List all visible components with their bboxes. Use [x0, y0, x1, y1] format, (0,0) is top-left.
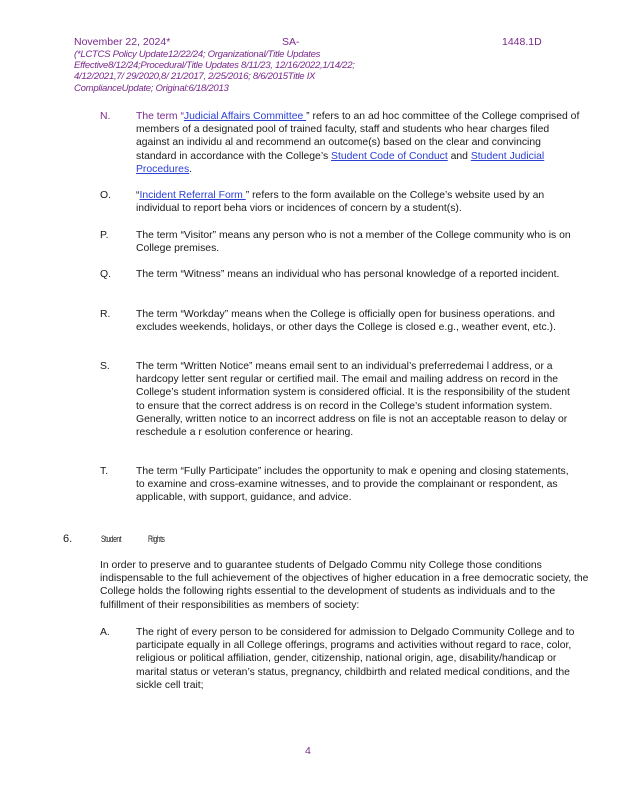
definition-q — [100, 268, 580, 281]
definition-body: ” refers to the form available on the College’s website used by an individual to report beha viors or incidences of concern by a student(s). — [136, 190, 545, 215]
definition-text: The term “Fully Participate” includes the opportunity to mak e opening and closing statements, to examine and cross-examine witnesses, and to provide the complainant or respondent, as applicable, with support, guidance, and advice. — [136, 466, 569, 504]
right-letter: A. — [100, 627, 110, 638]
section-title-word: Rights — [148, 534, 165, 544]
definition-prefix: “ — [136, 190, 140, 201]
definition-letter: R. — [100, 309, 111, 320]
policy-number: 1448.1D — [502, 36, 542, 48]
judicial-affairs-committee-link[interactable]: Judicial Affairs Committee — [183, 111, 307, 122]
definition-mid: and — [447, 150, 471, 162]
definition-r — [100, 308, 580, 334]
definition-prefix: The term “ — [136, 111, 184, 122]
student-code-of-conduct-link[interactable]: Student Code of Conduct — [331, 150, 448, 162]
definition-letter: T. — [100, 466, 109, 477]
definition-text — [136, 110, 580, 176]
definition-t — [100, 465, 580, 505]
section-number: 6. — [63, 533, 73, 545]
definition-text: The term “Witness” means an individual who has personal knowledge of a reported incident. — [136, 269, 560, 280]
header-line — [74, 36, 574, 49]
definition-text: The term “Written Notice” means email sent to an individual’s preferredemai l address, or a hardcopy letter sent regular or certified mail. The email and mailing address on record in the College’s student information system is considered official. It is the responsibility of the student to ensure that the correct address is on record in the College’s student information system. Generally, written notice to an incorrect address on file is not an acceptable reason to delay or reschedule a r esolution conference or hearing. — [136, 361, 570, 439]
definition-o — [100, 189, 580, 215]
policy-prefix: SA- — [282, 36, 300, 48]
section-intro: In order to preserve and to guarantee students of Delgado Commu nity College those conditions indispensable to the full achievement of the objectives of higher education in a free democratic society, the College holds the following rights essential to the development of students as individuals and to the fulfillment of their responsibilities as members of society: — [100, 560, 589, 611]
definition-suffix: . — [189, 163, 193, 175]
definition-letter: Q. — [100, 269, 111, 280]
definition-letter: P. — [100, 230, 109, 241]
policy-updates-note: (*LCTCS Policy Update12/22/24; Organizational/Title Updates Effective8/12/24;Procedural/Title Updates 8/11/23, 12/16/2022,1/14/22; 4/12/2021,7/ 29/2020,8/ 21/2017, 2/25/2016; 8/6/2015Title IX ComplianceUpdate; Original:6/18/2013 — [74, 49, 355, 94]
page-header — [74, 36, 574, 94]
definition-body: ” refers to an ad hoc committee of the College comprised of members of a designated pool of trained faculty, staff and students who hear charges filed against an individu al and recommend an outcome(s) based on the clear and convincing standard in accordance with the College’s — [136, 111, 580, 162]
definition-letter: O. — [100, 190, 111, 201]
right-text: The right of every person to be considered for admission to Delgado Community College and to participate equally in all College offerings, programs and activities without regard to race, color, religious or political affiliation, gender, citizenship, national origin, age, disability/handicap or marital status or veteran’s status, pregnancy, childbirth and related medical conditions, and the sickle cell trait; — [136, 627, 575, 691]
right-a — [100, 626, 580, 692]
definition-text: The term “Workday” means when the College is officially open for business operations. and excludes weekends, holidays, or other days the College is closed e.g., weather event, etc.). — [136, 309, 556, 334]
definition-text: The term “Visitor” means any person who is not a member of the College community who is on College premises. — [136, 230, 571, 255]
definition-n — [100, 110, 580, 176]
incident-referral-form-link[interactable]: Incident Referral Form — [139, 190, 246, 201]
definition-p — [100, 229, 580, 255]
student-judicial-procedures-link[interactable]: Student Judicial Procedures — [136, 150, 545, 175]
definition-text — [136, 189, 580, 215]
section-title-word: Student — [101, 534, 122, 544]
header-date: November 22, 2024* — [74, 36, 171, 48]
definition-letter: S. — [100, 361, 110, 372]
page-number: 4 — [305, 745, 311, 757]
definition-letter: N. — [100, 111, 111, 122]
definition-s — [100, 360, 580, 439]
